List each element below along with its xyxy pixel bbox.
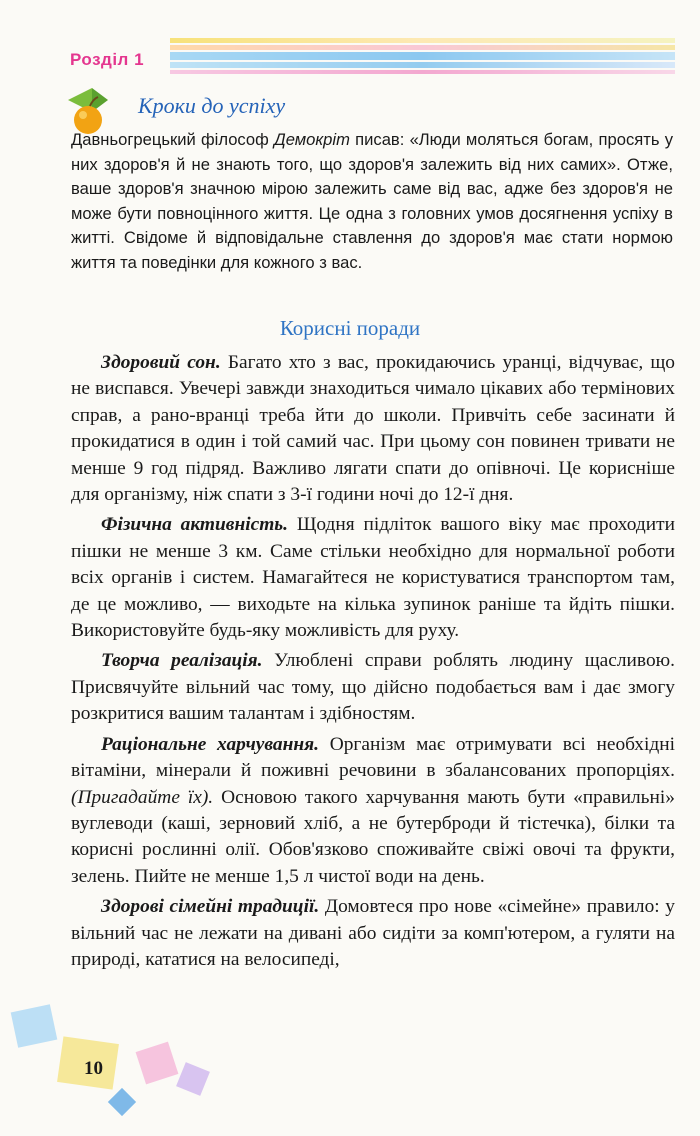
- intro-text-start: Давньогрецький філософ: [71, 130, 275, 149]
- decor-diamond-blue: [108, 1088, 136, 1116]
- section-label: Розділ 1: [70, 50, 145, 69]
- intro-name-democritus: Демокріт: [274, 130, 350, 149]
- tip-heading: Здоровий сон.: [101, 352, 221, 373]
- tip-text: Основою такого харчування мають бути «правильні» вуглеводи (каші, зерновий хліб, а не бутерброди й тістечка), білки та корисні рослинні олії. Обов'язково споживайте свіжі овочі та фрукти, зелень. Пийте не менше 1,5 л чистої води на день.: [71, 786, 675, 887]
- tip-heading: Здорові сімейні традиції.: [101, 896, 320, 918]
- tips-body: [71, 350, 675, 977]
- intro-paragraph: [71, 128, 673, 275]
- tips-title: Корисні поради: [279, 316, 421, 340]
- tip-family: [71, 894, 675, 973]
- tip-heading: Творча реалізація.: [101, 650, 263, 672]
- decor-square-blue: [11, 1004, 58, 1048]
- tip-aside: (Пригадайте їх).: [71, 786, 214, 808]
- tip-text: Багато хто з вас, прокидаючись уранці, відчуває, що не виспався. Увечері завжди знаходиться чимало цікавих або термінових справ, а рано-вранці треба йти до школи. Привчіть себе засинати й прокидатися в один і той самий час. При цьому сон повинен тривати не менше 9 год підряд. Важливо лягати спати до опівночі. Це корисніше для організму, ніж спати з 3-ї години ночі до 12-ї дня.: [71, 352, 676, 506]
- tip-text: Домовтеся про нове «сімейне» правило: у вільний час не лежати на дивані або сидіти за комп'ютером, а гуляти на природі, кататися на велосипеді,: [71, 896, 675, 970]
- tip-heading: Раціональне харчування.: [101, 733, 319, 755]
- decor-square-pink: [136, 1042, 179, 1085]
- tip-activity: [71, 512, 675, 644]
- tip-text: Щодня підліток вашого віку має проходити пішки не менше 3 км. Саме стільки необхідно для нормальної роботи всіх органів і систем. Намагайтеся не користуватися транспортом там, де це можливо, — виходьте на кілька зупинок раніше та йдіть пішки. Використовуйте будь-яку можливість для руху.: [71, 514, 675, 642]
- decor-square-purple: [176, 1062, 210, 1096]
- tip-text: Улюблені справи роблять людину щасливою. Присвячуйте вільний час тому, що дійсно подобається вам і дає змогу розкритися вашим талантам і здібностям.: [71, 650, 675, 725]
- page-number: 10: [84, 1058, 103, 1079]
- tip-nutrition: [71, 732, 675, 890]
- tip-sleep: [71, 350, 675, 508]
- header-stripes: [170, 38, 675, 80]
- steps-title: Кроки до успіху: [138, 93, 286, 118]
- intro-text-end: писав: «Люди моляться богам, просять у них здоров'я й не знають того, що здоров'я залежить від них самих». Отже, ваше здоров'я значною мірою залежить саме від вас, адже без здоров'я не може бути повноцінного життя. Це одна з головних умов досягнення успіху в житті. Свідоме й відповідальне ставлення до здоров'я має стати нормою життя та поведінки для кожного з вас.: [71, 130, 673, 272]
- tip-creativity: [71, 648, 675, 727]
- tip-text: Організм має отримувати всі необхідні вітаміни, мінерали й поживні речовини в збалансованих пропорціях.: [71, 733, 675, 782]
- tip-heading: Фізична активність.: [101, 514, 289, 536]
